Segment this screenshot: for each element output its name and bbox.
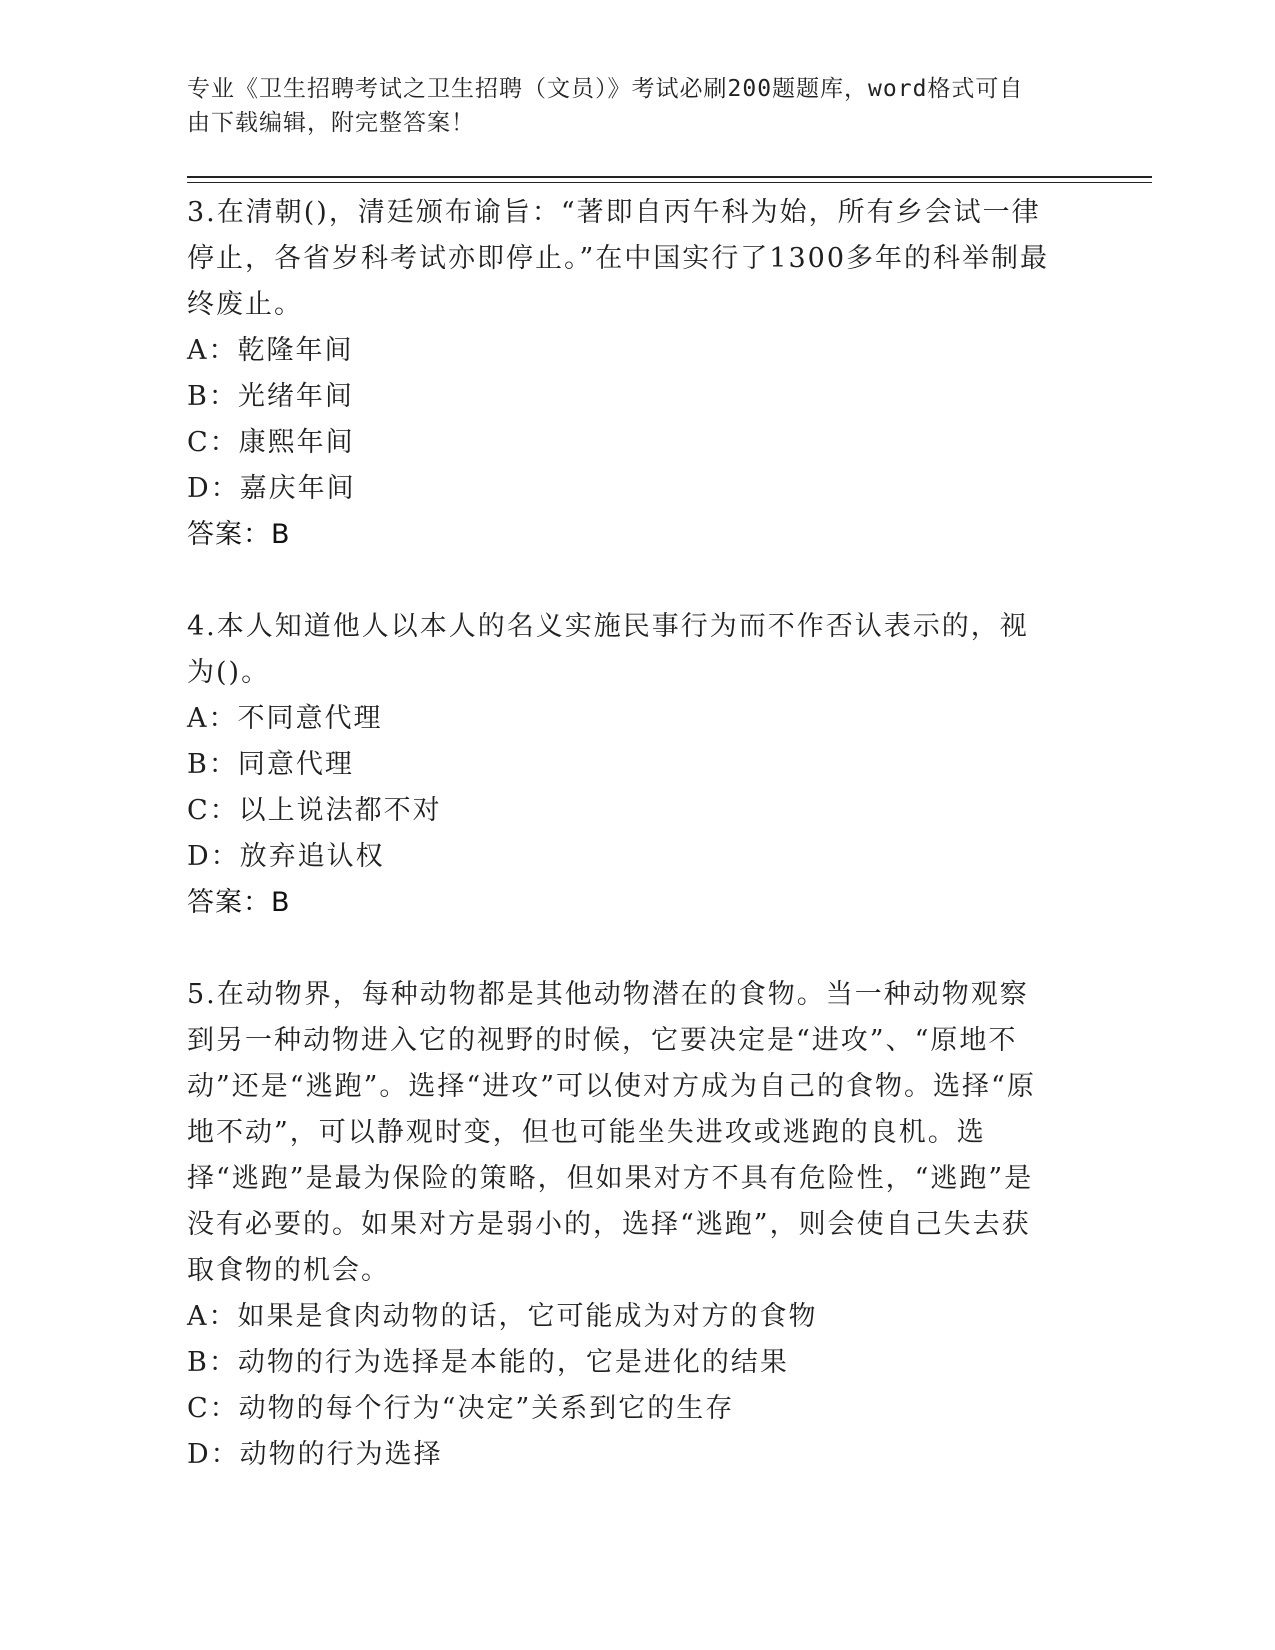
- question-text: 3.在清朝()，清廷颁布谕旨：“著即自丙午科为始，所有乡会试一律停止，各省岁科考试亦即停止。”在中国实行了1300多年的科举制最终废止。: [187, 197, 1050, 320]
- question-list: [187, 190, 1057, 1478]
- question-3: [187, 190, 1057, 558]
- option-d: D：放弃追认权: [187, 841, 385, 872]
- question-text: 4.本人知道他人以本人的名义实施民事行为而不作否认表示的，视为()。: [187, 611, 1029, 688]
- option-b: B：同意代理: [187, 749, 354, 780]
- question-4: [187, 604, 1057, 926]
- option-a: A：乾隆年间: [187, 335, 354, 366]
- question-text: 5.在动物界，每种动物都是其他动物潜在的食物。当一种动物观察到另一种动物进入它的视野的时候，它要决定是“进攻”、“原地不动”还是“逃跑”。选择“进攻”可以使对方成为自己的食物。选择“原地不动”，可以静观时变，但也可能坐失进攻或逃跑的良机。选择“逃跑”是最为保险的策略，但如果对方不具有危险性，“逃跑”是没有必要的。如果对方是弱小的，选择“逃跑”，则会使自己失去获取食物的机会。: [187, 979, 1036, 1286]
- header-divider-thin: [187, 182, 1152, 183]
- header-line-1: 专业《卫生招聘考试之卫生招聘（文员）》考试必刷200题题库，word格式可自: [187, 76, 1024, 102]
- header-divider-thick: [187, 176, 1152, 178]
- option-b: B：动物的行为选择是本能的，它是进化的结果: [187, 1347, 789, 1378]
- header-line-2: 由下载编辑，附完整答案！: [187, 110, 475, 136]
- option-a: A：如果是食肉动物的话，它可能成为对方的食物: [187, 1301, 818, 1332]
- option-a: A：不同意代理: [187, 703, 383, 734]
- answer-line: 答案：B: [187, 519, 291, 550]
- option-d: D：动物的行为选择: [187, 1439, 443, 1470]
- document-header: [187, 72, 1067, 140]
- option-c: C：康熙年间: [187, 427, 355, 458]
- question-5: [187, 972, 1057, 1478]
- option-d: D：嘉庆年间: [187, 473, 356, 504]
- option-c: C：以上说法都不对: [187, 795, 442, 826]
- option-b: B：光绪年间: [187, 381, 354, 412]
- option-c: C：动物的每个行为“决定”关系到它的生存: [187, 1393, 735, 1424]
- answer-line: 答案：B: [187, 887, 291, 918]
